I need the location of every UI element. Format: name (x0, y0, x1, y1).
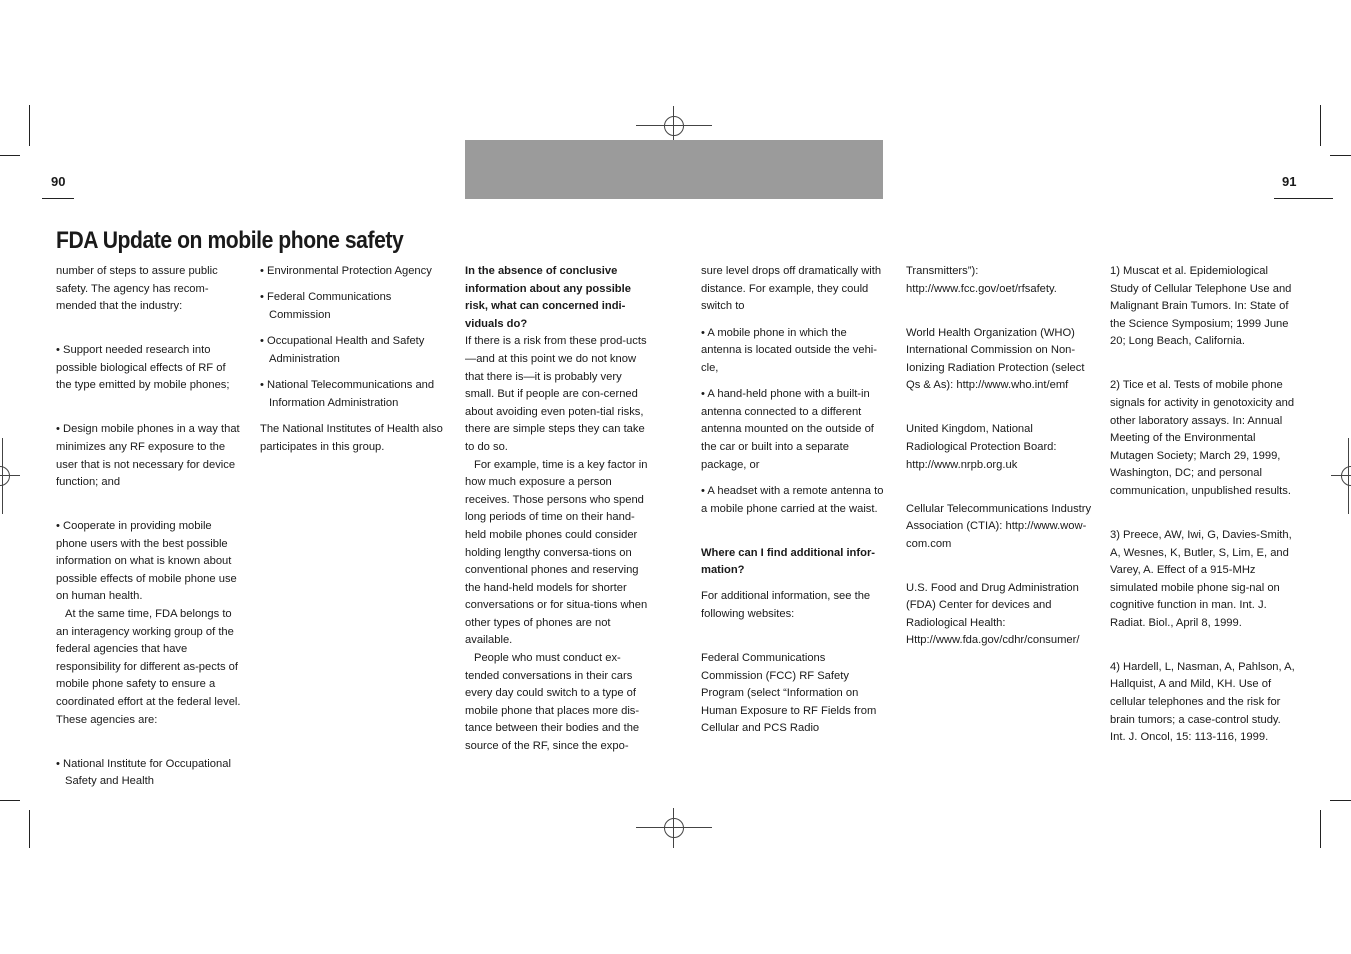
paragraph: Transmitters”): http://www.fcc.gov/oet/rfsafety. (906, 265, 1057, 295)
page-number-left: 90 (51, 174, 66, 189)
crop-mark (1330, 155, 1351, 156)
references-column (1110, 263, 1296, 756)
page-rule-right (1274, 198, 1333, 199)
bullet-item: • Occupational Health and Safety Administration (260, 335, 425, 365)
paragraph: At the same time, FDA belongs to an interagency working group of the federal agencies that have responsibility for different as-pects of mobile phone safety to ensure a coordinated effort at the federal level. These agencies are: (56, 608, 241, 726)
section-heading: Where can I find additional infor-mation? (701, 546, 876, 577)
paragraph: People who must conduct ex-tended conversations in their cars every day could switch to a type of mobile phone that places more dis-tance between their bodies and the source of the RF, since the expo- (465, 652, 640, 753)
reference-item: 3) Preece, AW, Iwi, G, Davies-Smith, A, Wesnes, K, Butler, S, Lim, E, and Varey, A. Effect of a 915-MHz simulated mobile phone sig-nal on cognitive function in man. Int. J. Radiat. Biol., April 8, 1999. (1110, 528, 1292, 629)
bullet-item: • National Telecommunications and Information Administration (260, 379, 435, 409)
crop-mark (1320, 105, 1321, 146)
reference-item: 1) Muscat et al. Epidemiological Study of Cellular Telephone Use and Malignant Brain Tumors. In: State of the Science Symposium; 1999 June 20; Long Beach, California. (1110, 265, 1292, 348)
paragraph: number of steps to assure public safety. The agency has recom-mended that the industry: (56, 265, 218, 313)
text-column-1 (56, 263, 242, 800)
paragraph: For example, time is a key factor in how much exposure a person receives. Those persons who spend long periods of time on their hand-held mobile phones could consider holding lengthy conversa-tions on conventional phones and reserving the hand-held models for shorter conversations or for situa-tions when other types of phones are not available. (465, 458, 648, 647)
reference-item: 2) Tice et al. Tests of mobile phone signals for activity in genotoxicity and other laboratory assays. In: Annual Meeting of the Environmental Mutagen Society; March 29, 1999, Washington, DC; and personal communication, unpublished results. (1110, 379, 1295, 497)
reference-item: 4) Hardell, L, Nasman, A, Pahlson, A, Hallquist, A and Mild, KH. Use of cellular telephones and the risk for brain tumors; a case-control study. Int. J. Oncol, 15: 113-116, 1999. (1110, 660, 1295, 744)
registration-mark-bottom (636, 808, 712, 848)
bullet-item: • A headset with a remote antenna to a mobile phone carried at the waist. (701, 484, 884, 515)
crop-mark (1330, 800, 1351, 801)
bullet-item: • Federal Communications Commission (260, 291, 392, 321)
page-title: FDA Update on mobile phone safety (56, 227, 404, 254)
header-gray-box (465, 140, 883, 199)
page-number-right: 91 (1282, 174, 1297, 189)
section-heading: In the absence of conclusive information about any possible risk, what can concerned indi-viduals do? (465, 265, 631, 330)
bullet-item: • A mobile phone in which the antenna is located outside the vehi-cle, (701, 326, 878, 374)
paragraph: Federal Communications Commission (FCC) RF Safety Program (select “Information on Human Exposure to RF Fields from Cellular and PCS Radio (701, 652, 877, 735)
bullet-item: • Environmental Protection Agency (260, 265, 432, 277)
bullet-item: • Design mobile phones in a way that minimizes any RF exposure to the user that is not necessary for device function; and (56, 423, 240, 489)
crop-mark (0, 155, 20, 156)
crop-mark (29, 105, 30, 146)
paragraph: For additional information, see the following websites: (701, 590, 871, 621)
page-rule-left (42, 198, 74, 199)
paragraph: sure level drops off dramatically with distance. For example, they could switch to (701, 265, 882, 313)
text-column-3 (465, 263, 651, 756)
text-column-2 (260, 263, 446, 465)
text-column-4 (701, 263, 887, 747)
paragraph: United Kingdom, National Radiological Protection Board: http://www.nrpb.org.uk (906, 423, 1057, 471)
paragraph: If there is a risk from these prod-ucts—and at this point we do not know that there is—it is probably very small. But if people are con-cerned about avoiding even poten-tial risks, there are simple steps they can take to do so. (465, 335, 647, 453)
bullet-item: • Support needed research into possible biological effects of RF of the type emitted by mobile phones; (56, 344, 230, 392)
crop-mark (1320, 810, 1321, 848)
bullet-item: • National Institute for Occupational Safety and Health (56, 757, 231, 788)
paragraph: Cellular Telecommunications Industry Association (CTIA): http://www.wow-com.com (906, 502, 1092, 550)
crop-mark (0, 800, 20, 801)
bullet-item: • Cooperate in providing mobile phone users with the best possible information on what is known about possible effects of mobile phone use on human health. (56, 520, 237, 603)
paragraph: World Health Organization (WHO) International Commission on Non-Ionizing Radiation Protection (select Qs & As): http://www.who.int/emf (906, 326, 1085, 392)
bullet-item: • A hand-held phone with a built-in antenna connected to a different antenna mounted on the outside of the car or built into a separate package, or (701, 388, 874, 471)
registration-mark-right (1331, 438, 1351, 514)
paragraph: U.S. Food and Drug Administration (FDA) Center for devices and Radiological Health: Http://www.fda.gov/cdhr/consumer/ (906, 581, 1080, 647)
registration-mark-left (0, 438, 20, 514)
text-column-5 (906, 263, 1096, 659)
paragraph: The National Institutes of Health also participates in this group. (260, 423, 443, 453)
crop-mark (29, 810, 30, 848)
